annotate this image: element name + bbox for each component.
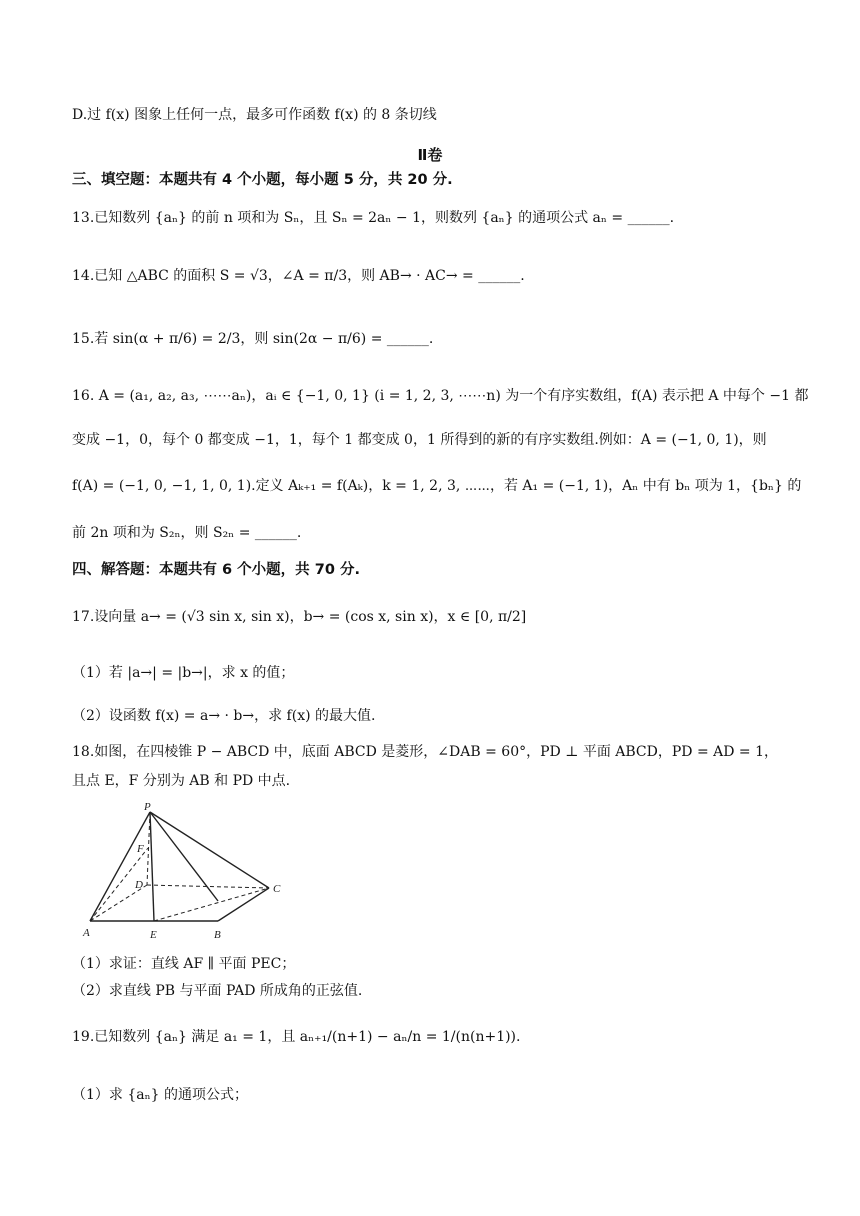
label-e: E: [150, 929, 157, 941]
label-d: D: [135, 879, 143, 891]
label-b: B: [214, 929, 221, 941]
label-f: F: [137, 843, 144, 855]
question-17-part-1: （1）若 |a→| = |b→|，求 x 的值；: [72, 665, 295, 681]
question-16-line-3: f(A) = (−1, 0, −1, 1, 0, 1).定义 Aₖ₊₁ = f(Aₖ)，k = 1, 2, 3, ⋯⋯，若 A₁ = (−1, 1)，Aₙ 中有 bₙ 项为 1，{bₙ} 的: [72, 478, 802, 494]
question-16-line-4: 前 2n 项和为 S₂ₙ，则 S₂ₙ = ______.: [72, 525, 302, 541]
question-18-part-2: （2）求直线 PB 与平面 PAD 所成角的正弦值.: [72, 983, 363, 999]
question-18-line-2: 且点 E，F 分别为 AB 和 PD 中点.: [72, 773, 291, 789]
section-heading-fill-in: 三、填空题：本题共有 4 个小题，每小题 5 分，共 20 分.: [72, 172, 453, 188]
question-13: 13.已知数列 {aₙ} 的前 n 项和为 Sₙ，且 Sₙ = 2aₙ − 1，则数列 {aₙ} 的通项公式 aₙ = ______.: [72, 210, 675, 226]
question-17-part-2: （2）设函数 f(x) = a→ · b→，求 f(x) 的最大值.: [72, 708, 376, 724]
volume-title: Ⅱ卷: [417, 146, 443, 164]
question-15: 15.若 sin(α + π/6) = 2/3，则 sin(2α − π/6) = ______.: [72, 331, 434, 347]
question-14: 14.已知 △ABC 的面积 S = √3，∠A = π/3，则 AB→ · AC→ = ______.: [72, 268, 525, 284]
question-16-line-2: 变成 −1，0，每个 0 都变成 −1，1，每个 1 都变成 0，1 所得到的新的有序实数组.例如：A = (−1, 0, 1)，则: [72, 432, 767, 448]
question-19: 19.已知数列 {aₙ} 满足 a₁ = 1，且 aₙ₊₁/(n+1) − aₙ/n = 1/(n(n+1)).: [72, 1029, 521, 1045]
question-16-line-1: 16. A = (a₁, a₂, a₃, ⋯⋯aₙ)，aᵢ ∈ {−1, 0, 1} (i = 1, 2, 3, ⋯⋯n) 为一个有序实数组，f(A) 表示把 A 中每个 −1 都: [72, 388, 809, 404]
label-c: C: [273, 883, 281, 895]
label-p: P: [144, 801, 151, 813]
question-18-part-1: （1）求证：直线 AF ∥ 平面 PEC；: [72, 956, 296, 972]
question-19-part-1: （1）求 {aₙ} 的通项公式；: [72, 1087, 249, 1103]
pyramid-figure: [78, 800, 308, 945]
question-18-line-1: 18.如图，在四棱锥 P − ABCD 中，底面 ABCD 是菱形，∠DAB = 60°，PD ⊥ 平面 ABCD，PD = AD = 1，: [72, 744, 779, 760]
question-17: 17.设向量 a→ = (√3 sin x, sin x)，b→ = (cos x, sin x)，x ∈ [0, π/2]: [72, 609, 527, 625]
section-heading-solve: 四、解答题：本题共有 6 个小题，共 70 分.: [72, 562, 360, 578]
option-d-text: D.过 f(x) 图象上任何一点，最多可作函数 f(x) 的 8 条切线: [72, 107, 437, 123]
label-a: A: [83, 927, 90, 939]
